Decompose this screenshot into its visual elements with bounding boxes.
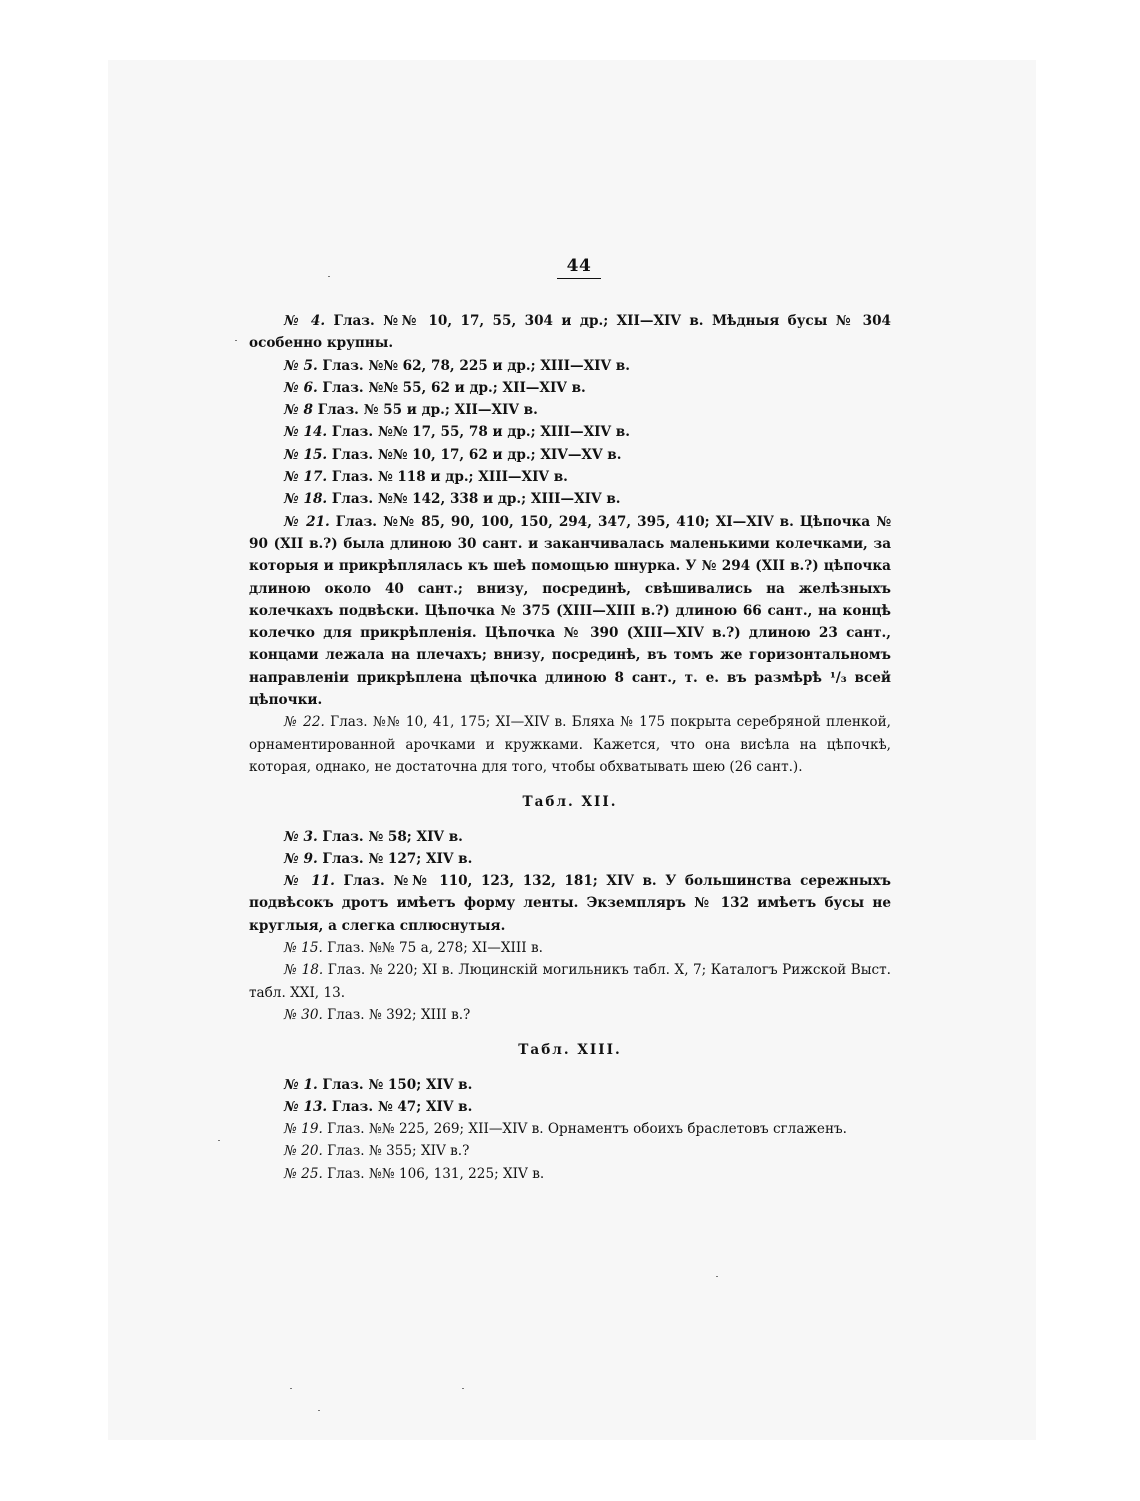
scan-speck xyxy=(235,340,237,341)
entry: № 19. Глаз. №№ 225, 269; XII—XIV в. Орнаментъ обоихъ браслетовъ сглаженъ. xyxy=(284,1121,848,1138)
entry: № 30. Глаз. № 392; XIII в.? xyxy=(284,1006,471,1023)
scan-speck xyxy=(462,1388,464,1389)
scan-speck xyxy=(318,1410,320,1411)
entry: № 9. Глаз. № 127; XIV в. xyxy=(284,850,473,867)
scan-speck xyxy=(290,1388,292,1389)
entry: № 8 Глаз. № 55 и др.; XII—XIV в. xyxy=(284,402,538,419)
entry: № 17. Глаз. № 118 и др.; XIII—XIV в. xyxy=(284,469,568,486)
entry: № 18. Глаз. № 220; XI в. Люцинскій могильникъ табл. X, 7; Каталогъ Рижской Выст. табл. XXI, 13. xyxy=(249,962,891,1001)
entry: № 1. Глаз. № 150; XIV в. xyxy=(284,1076,473,1093)
section-table-xiii xyxy=(249,1039,891,1185)
entry: № 18. Глаз. №№ 142, 338 и др.; XIII—XIV в. xyxy=(284,491,621,508)
entry: № 20. Глаз. № 355; XIV в.? xyxy=(284,1143,470,1160)
scan-speck xyxy=(716,1276,718,1277)
entry: № 15. Глаз. №№ 10, 17, 62 и др.; XIV—XV в. xyxy=(284,446,622,463)
entry: № 3. Глаз. № 58; XIV в. xyxy=(284,828,463,845)
entry: № 22. Глаз. №№ 10, 41, 175; XI—XIV в. Бляха № 175 покрыта серебряной пленкой, орнаментированной арочками и кружками. Кажется, что она висѣла на цѣпочкѣ, которая, однако, не достаточна для того, чтобы обхватывать шею (26 сант.). xyxy=(249,714,891,775)
entry: № 21. Глаз. №№ 85, 90, 100, 150, 294, 347, 395, 410; XI—XIV в. Цѣпочка № 90 (XII в.?) была длиною 30 сант. и заканчивалась маленькими колечками, за которыя и прикрѣплялась къ шеѣ помощью шнурка. У № 294 (XII в.?) цѣпочка длиною около 40 сант.; внизу, посрединѣ, свѣшивались на желѣзныхъ колечкахъ подвѣски. Цѣпочка № 375 (XIII—XIII в.?) длиною 66 сант., на концѣ колечко для прикрѣпленія. Цѣпочка № 390 (XIII—XIV в.?) длиною 23 сант., концами лежала на плечахъ; внизу, посрединѣ, въ томъ же горизонтальномъ направленіи прикрѣплена цѣпочка длиною 8 сант., т. е. въ размѣрѣ ¹/₃ всей цѣпочки. xyxy=(249,513,891,709)
entry: № 13. Глаз. № 47; XIV в. xyxy=(284,1098,473,1115)
entry: № 14. Глаз. №№ 17, 55, 78 и др.; XIII—XIV в. xyxy=(284,424,630,441)
entry: № 6. Глаз. №№ 55, 62 и др.; XII—XIV в. xyxy=(284,379,586,396)
section-intro xyxy=(249,310,891,778)
entry: № 4. Глаз. №№ 10, 17, 55, 304 и др.; XII—XIV в. Мѣдныя бусы № 304 особенно крупны. xyxy=(249,313,891,352)
section-table-xii xyxy=(249,791,891,1026)
page-body xyxy=(249,310,891,1185)
section-heading: Табл. XIII. xyxy=(518,1042,622,1059)
entry: № 15. Глаз. №№ 75 а, 278; XI—XIII в. xyxy=(284,940,543,957)
entry: № 5. Глаз. №№ 62, 78, 225 и др.; XIII—XIV в. xyxy=(284,357,630,374)
scan-speck xyxy=(218,1140,220,1141)
entry: № 11. Глаз. №№ 110, 123, 132, 181; XIV в. У большинства сережныхъ подвѣсокъ дротъ имѣетъ форму ленты. Экземпляръ № 132 имѣетъ бусы не круглыя, а слегка сплюснутыя. xyxy=(249,873,891,934)
section-heading: Табл. XII. xyxy=(522,794,618,811)
entry: № 25. Глаз. №№ 106, 131, 225; XIV в. xyxy=(284,1165,545,1182)
scan-speck xyxy=(328,276,330,277)
page-number: 44 xyxy=(0,256,1140,279)
